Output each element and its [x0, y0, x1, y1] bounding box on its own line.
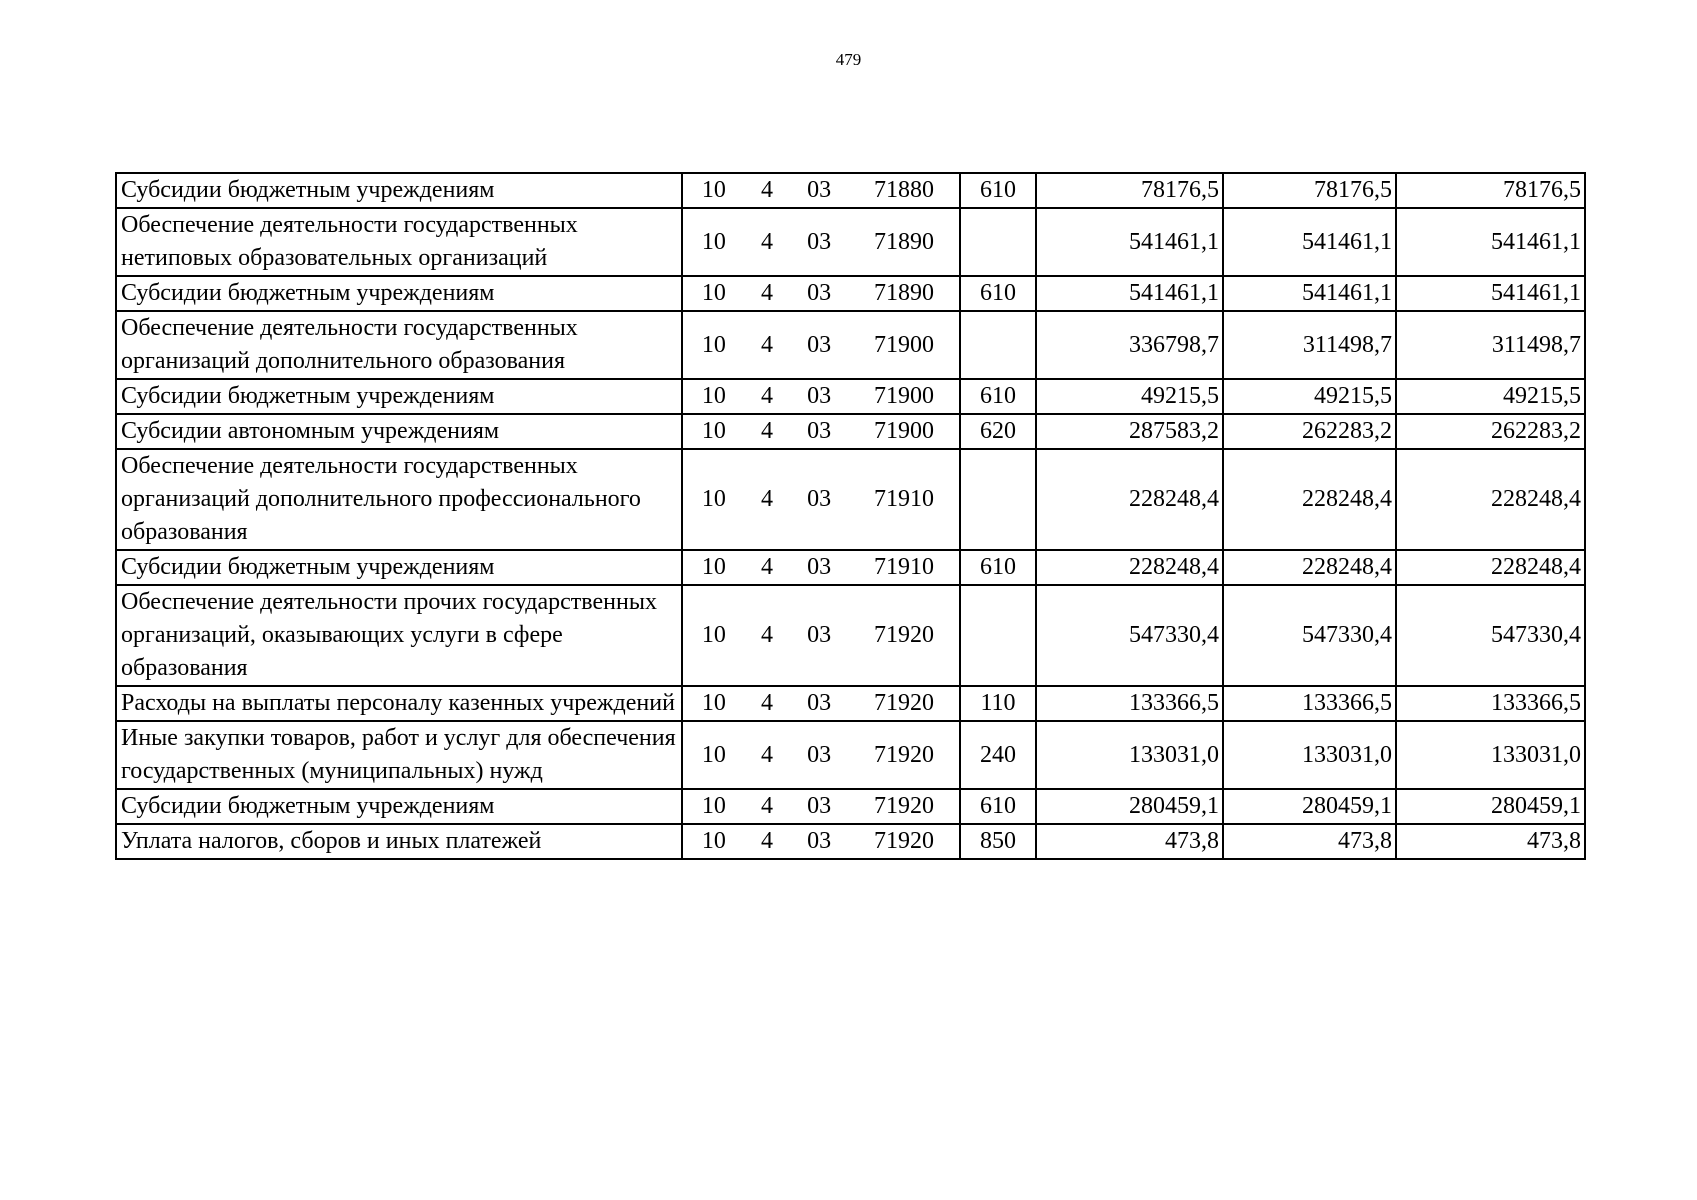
code-expense-type: 610	[960, 789, 1036, 824]
row-name: Уплата налогов, сборов и иных платежей	[116, 824, 682, 859]
table-row	[116, 449, 1585, 550]
code-program: 4	[760, 486, 773, 512]
code-target: 71880	[873, 177, 934, 203]
row-name: Субсидии автономным учреждениям	[116, 414, 682, 449]
row-name: Субсидии бюджетным учреждениям	[116, 379, 682, 414]
code-program: 4	[760, 177, 773, 203]
table-row	[116, 276, 1585, 311]
amount-3: 228248,4	[1396, 550, 1585, 585]
code-section: 10	[701, 741, 726, 768]
code-target: 71920	[873, 622, 934, 648]
table-row	[116, 585, 1585, 686]
code-target: 71910	[873, 554, 934, 580]
amount-2: 228248,4	[1223, 550, 1396, 585]
row-name: Обеспечение деятельности государственных нетиповых образовательных организаций	[116, 208, 682, 276]
code-section: 10	[701, 828, 726, 854]
code-target: 71890	[873, 280, 934, 306]
code-subprogram: 03	[807, 177, 832, 203]
row-codes	[682, 173, 960, 208]
table-row	[116, 208, 1585, 276]
row-name: Субсидии бюджетным учреждениям	[116, 173, 682, 208]
code-target: 71900	[873, 331, 934, 358]
code-subprogram: 03	[807, 280, 832, 306]
code-subprogram: 03	[807, 828, 832, 854]
amount-1: 280459,1	[1036, 789, 1223, 824]
code-subprogram: 03	[807, 793, 832, 819]
code-subprogram: 03	[807, 554, 832, 580]
code-section: 10	[701, 228, 726, 255]
table-row	[116, 824, 1585, 859]
amount-3: 541461,1	[1396, 208, 1585, 276]
page-number: 479	[835, 50, 862, 69]
code-section: 10	[701, 280, 726, 306]
code-subprogram: 03	[807, 622, 832, 648]
row-codes	[682, 276, 960, 311]
code-section: 10	[701, 486, 726, 512]
amount-2: 547330,4	[1223, 585, 1396, 686]
amount-1: 541461,1	[1036, 208, 1223, 276]
row-name: Субсидии бюджетным учреждениям	[116, 550, 682, 585]
code-subprogram: 03	[807, 741, 832, 768]
amount-2: 78176,5	[1223, 173, 1396, 208]
amount-3: 228248,4	[1396, 449, 1585, 550]
code-program: 4	[760, 622, 773, 648]
code-subprogram: 03	[807, 486, 832, 512]
table-row	[116, 721, 1585, 789]
row-codes	[682, 449, 960, 550]
amount-1: 228248,4	[1036, 550, 1223, 585]
table-row	[116, 311, 1585, 379]
row-name: Иные закупки товаров, работ и услуг для обеспечения государственных (муниципальных) нужд	[116, 721, 682, 789]
code-expense-type	[960, 208, 1036, 276]
amount-3: 49215,5	[1396, 379, 1585, 414]
budget-table-body	[116, 173, 1585, 859]
code-section: 10	[701, 622, 726, 648]
code-expense-type: 110	[960, 686, 1036, 721]
code-program: 4	[760, 280, 773, 306]
code-program: 4	[760, 828, 773, 854]
amount-2: 133031,0	[1223, 721, 1396, 789]
amount-2: 133366,5	[1223, 686, 1396, 721]
table-row	[116, 379, 1585, 414]
row-codes	[682, 585, 960, 686]
amount-2: 541461,1	[1223, 276, 1396, 311]
amount-1: 133366,5	[1036, 686, 1223, 721]
amount-3: 541461,1	[1396, 276, 1585, 311]
code-target: 71890	[873, 228, 934, 255]
amount-2: 280459,1	[1223, 789, 1396, 824]
code-expense-type: 610	[960, 276, 1036, 311]
amount-2: 262283,2	[1223, 414, 1396, 449]
amount-2: 473,8	[1223, 824, 1396, 859]
row-name: Субсидии бюджетным учреждениям	[116, 276, 682, 311]
row-name: Обеспечение деятельности прочих государственных организаций, оказывающих услуги в сфере образования	[116, 585, 682, 686]
code-target: 71900	[873, 418, 934, 444]
row-codes	[682, 208, 960, 276]
code-expense-type: 610	[960, 550, 1036, 585]
row-codes	[682, 824, 960, 859]
code-program: 4	[760, 418, 773, 444]
amount-2: 311498,7	[1223, 311, 1396, 379]
code-expense-type: 850	[960, 824, 1036, 859]
amount-1: 336798,7	[1036, 311, 1223, 379]
amount-2: 49215,5	[1223, 379, 1396, 414]
amount-2: 228248,4	[1223, 449, 1396, 550]
row-name: Субсидии бюджетным учреждениям	[116, 789, 682, 824]
code-section: 10	[701, 690, 726, 716]
row-codes	[682, 379, 960, 414]
code-program: 4	[760, 554, 773, 580]
code-subprogram: 03	[807, 331, 832, 358]
code-section: 10	[701, 418, 726, 444]
code-program: 4	[760, 228, 773, 255]
amount-1: 547330,4	[1036, 585, 1223, 686]
amount-2: 541461,1	[1223, 208, 1396, 276]
row-codes	[682, 414, 960, 449]
code-expense-type	[960, 311, 1036, 379]
code-target: 71920	[873, 828, 934, 854]
amount-3: 473,8	[1396, 824, 1585, 859]
amount-3: 280459,1	[1396, 789, 1585, 824]
amount-3: 262283,2	[1396, 414, 1585, 449]
code-subprogram: 03	[807, 383, 832, 409]
amount-1: 228248,4	[1036, 449, 1223, 550]
code-expense-type: 610	[960, 173, 1036, 208]
row-name: Обеспечение деятельности государственных организаций дополнительного профессионального образования	[116, 449, 682, 550]
amount-3: 133366,5	[1396, 686, 1585, 721]
amount-3: 133031,0	[1396, 721, 1585, 789]
table-row	[116, 550, 1585, 585]
code-section: 10	[701, 793, 726, 819]
amount-1: 287583,2	[1036, 414, 1223, 449]
amount-1: 78176,5	[1036, 173, 1223, 208]
amount-1: 541461,1	[1036, 276, 1223, 311]
code-section: 10	[701, 554, 726, 580]
amount-3: 547330,4	[1396, 585, 1585, 686]
row-codes	[682, 686, 960, 721]
budget-table	[115, 172, 1586, 860]
code-subprogram: 03	[807, 228, 832, 255]
table-row	[116, 789, 1585, 824]
code-section: 10	[701, 383, 726, 409]
amount-3: 311498,7	[1396, 311, 1585, 379]
amount-1: 49215,5	[1036, 379, 1223, 414]
code-target: 71920	[873, 690, 934, 716]
code-program: 4	[760, 793, 773, 819]
code-expense-type: 620	[960, 414, 1036, 449]
row-name: Расходы на выплаты персоналу казенных учреждений	[116, 686, 682, 721]
code-target: 71920	[873, 741, 934, 768]
row-codes	[682, 721, 960, 789]
code-program: 4	[760, 741, 773, 768]
table-row	[116, 414, 1585, 449]
row-name: Обеспечение деятельности государственных организаций дополнительного образования	[116, 311, 682, 379]
amount-1: 133031,0	[1036, 721, 1223, 789]
table-row	[116, 686, 1585, 721]
code-program: 4	[760, 690, 773, 716]
amount-1: 473,8	[1036, 824, 1223, 859]
row-codes	[682, 311, 960, 379]
code-section: 10	[701, 177, 726, 203]
code-section: 10	[701, 331, 726, 358]
code-expense-type: 240	[960, 721, 1036, 789]
code-program: 4	[760, 331, 773, 358]
table-row	[116, 173, 1585, 208]
code-target: 71920	[873, 793, 934, 819]
code-subprogram: 03	[807, 690, 832, 716]
code-target: 71900	[873, 383, 934, 409]
amount-3: 78176,5	[1396, 173, 1585, 208]
code-subprogram: 03	[807, 418, 832, 444]
code-expense-type	[960, 585, 1036, 686]
code-program: 4	[760, 383, 773, 409]
row-codes	[682, 789, 960, 824]
code-expense-type	[960, 449, 1036, 550]
code-target: 71910	[873, 486, 934, 512]
code-expense-type: 610	[960, 379, 1036, 414]
row-codes	[682, 550, 960, 585]
